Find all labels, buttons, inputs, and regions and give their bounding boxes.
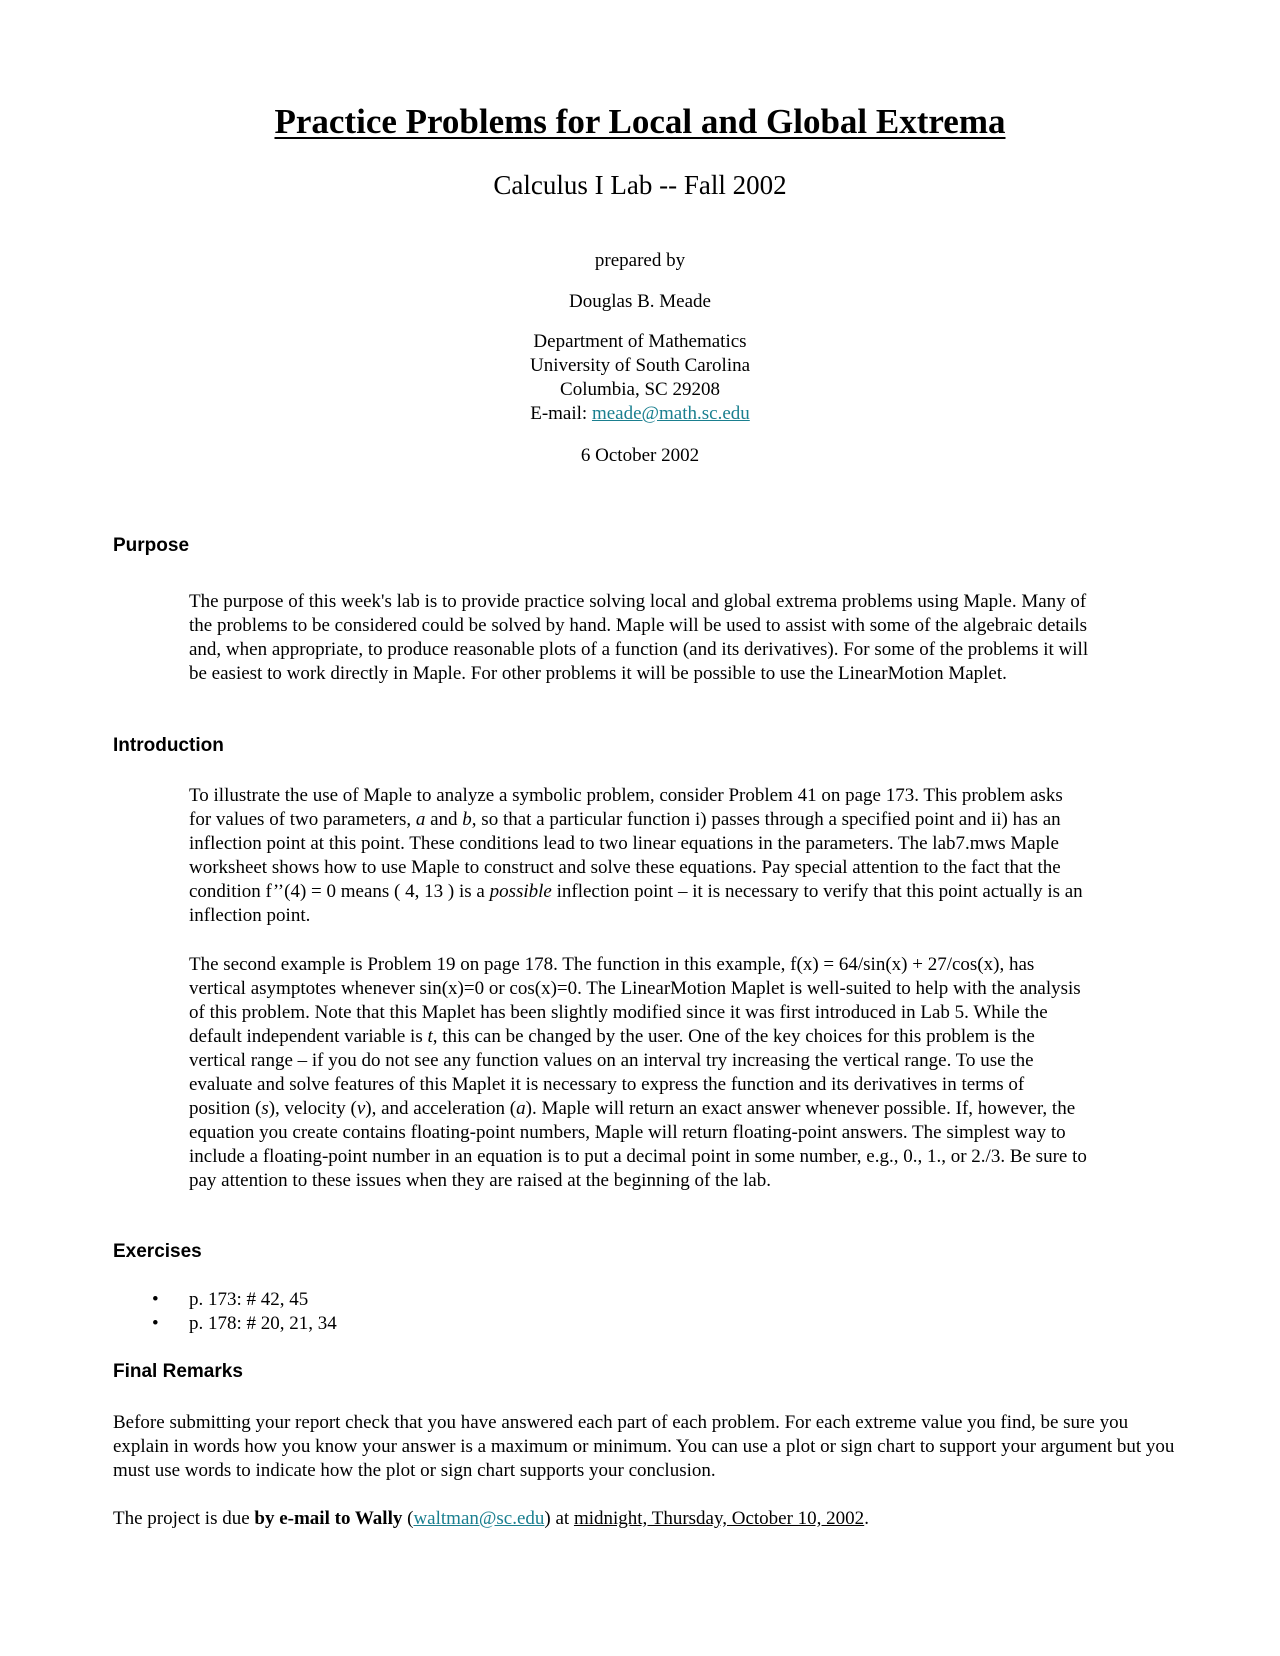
page-subtitle: Calculus I Lab -- Fall 2002 <box>493 170 787 200</box>
list-item: • p. 178: # 20, 21, 34 <box>152 1313 337 1334</box>
address-department: Department of Mathematics <box>533 331 747 352</box>
introduction-heading: Introduction <box>113 735 224 756</box>
delivery-method: by e-mail to Wally <box>254 1508 403 1529</box>
wally-email-link[interactable]: waltman@sc.edu <box>413 1508 545 1529</box>
prepared-by-label: prepared by <box>594 250 686 271</box>
purpose-paragraph: The purpose of this week's lab is to provide practice solving local and global extrema problems using Maple. Many of the problems to be considered could be solved by hand. Maple will be used to assist with some of the algebraic details and, when appropriate, to produce reasonable plots of a function (and its derivatives). For some of the problems it will be easiest to work directly in Maple. For other problems it will be possible to use the LinearMotion Maplet. <box>189 591 1089 684</box>
exercises-heading: Exercises <box>113 1241 202 1262</box>
author-address <box>0 330 1280 426</box>
exercise-list <box>150 1288 337 1336</box>
email-label: E-mail: <box>530 403 592 424</box>
page-title: Practice Problems for Local and Global Extrema <box>274 102 1006 141</box>
document-date: 6 October 2002 <box>580 445 700 466</box>
list-item: • p. 173: # 42, 45 <box>152 1289 309 1310</box>
address-university: University of South Carolina <box>529 355 751 376</box>
bullet-icon: • <box>152 1289 159 1310</box>
author-email-link[interactable]: meade@math.sc.edu <box>591 403 750 424</box>
introduction-paragraph-2: The second example is Problem 19 on page 178. The function in this example, f(x) = 64/sin(x) + 27/cos(x), has vertical asymptotes whenever sin(x)=0 or cos(x)=0. The LinearMotion Maplet is well-suited to help with the analysis of this problem. Note that this Maplet has been slightly modified since it was first introduced in Lab 5. While the default independent variable is t, this can be changed by the user. One of the key choices for this problem is the vertical range – if you do not see any function values on an interval try increasing the vertical range. To use the evaluate and solve features of this Maplet it is necessary to express the function and its derivatives in terms of position (s), velocity (v), and acceleration (a). Maple will return an exact answer whenever possible. If, however, the equation you create contains floating-point numbers, Maple will return floating-point answers. The simplest way to include a floating-point number in an equation is to put a decimal point in some number, e.g., 0., 1., or 2./3. Be sure to pay attention to these issues when they are raised at the beginning of the lab. <box>189 954 1087 1191</box>
final-remarks-paragraph: Before submitting your report check that you have answered each part of each problem. For each extreme value you find, be sure you explain in words how you know your answer is a maximum or minimum. You can use a plot or sign chart to support your argument but you must use words to indicate how the plot or sign chart supports your conclusion. <box>113 1412 1175 1481</box>
address-email-line <box>0 402 1280 426</box>
final-remarks-heading: Final Remarks <box>113 1361 243 1382</box>
author-name: Douglas B. Meade <box>569 291 711 312</box>
due-deadline: midnight, Thursday, October 10, 2002 <box>573 1508 865 1529</box>
due-date-paragraph: The project is due by e-mail to Wally (waltman@sc.edu) at midnight, Thursday, October 10, 2002. <box>113 1508 869 1529</box>
purpose-heading: Purpose <box>113 535 190 556</box>
introduction-paragraph-1: To illustrate the use of Maple to analyze a symbolic problem, consider Problem 41 on page 173. This problem asks for values of two parameters, a and b, so that a particular function i) passes through a specified point and ii) has an inflection point at this point. These conditions lead to two linear equations in the parameters. The lab7.mws Maple worksheet shows how to use Maple to construct and solve these equations. Pay special attention to the fact that the condition f’’(4) = 0 means ( 4, 13 ) is a possible inflection point – it is necessary to verify that this point actually is an inflection point. <box>189 785 1083 926</box>
address-city: Columbia, SC 29208 <box>560 379 720 400</box>
bullet-icon: • <box>152 1313 159 1334</box>
